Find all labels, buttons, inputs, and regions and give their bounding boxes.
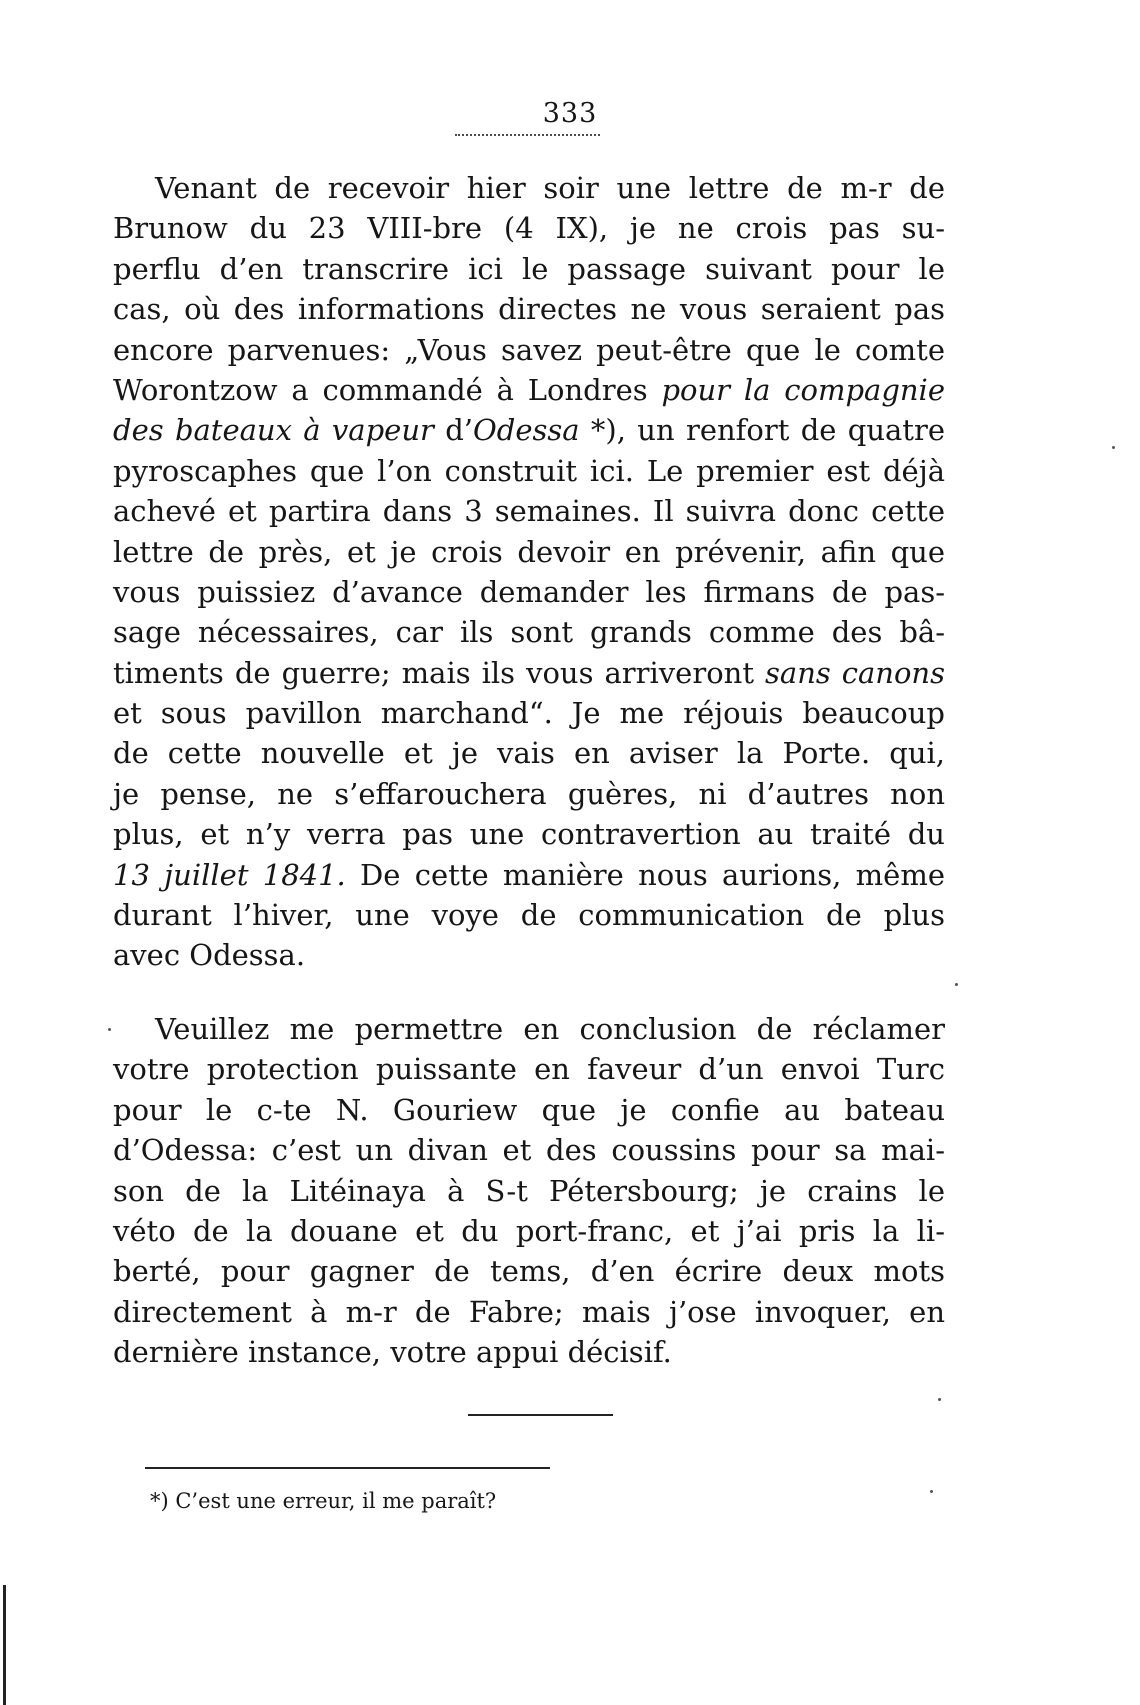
page-number: 333 (542, 98, 598, 129)
text-line: lettre de près, et je crois devoir en prévenir, afin que (113, 534, 945, 569)
text-line (113, 855, 945, 895)
scan-speck (938, 1398, 941, 1401)
italic-run: 13 juillet 1841. (113, 857, 346, 892)
page-number-ornament (455, 134, 600, 136)
text-run: timents de guerre; mais ils vous arriveront (113, 655, 766, 690)
text-line: votre protection puissante en faveur d’un envoi Turc (113, 1052, 945, 1087)
text-line (113, 653, 945, 693)
text-line (113, 370, 945, 410)
text-line: véto de la douane et du port-franc, et j’ai pris la li- (113, 1213, 945, 1248)
text-line: je pense, ne s’effarouchera guères, ni d’autres non (113, 776, 945, 811)
text-line: perflu d’en transcrire ici le passage suivant pour le (113, 251, 945, 286)
text-line: dernière instance, votre appui décisif. (113, 1335, 672, 1370)
text-line: pyroscaphes que l’on construit ici. Le premier est déjà (113, 453, 945, 488)
paragraph-1 (113, 168, 945, 976)
text-run: De cette manière nous aurions, même (345, 857, 945, 892)
scan-edge-mark (3, 1585, 6, 1705)
text-line: d’Odessa: c’est un divan et des coussins pour sa mai- (113, 1133, 945, 1168)
closing-rule (468, 1414, 613, 1416)
text-line: encore parvenues: „Vous savez peut-être que le comte (113, 332, 945, 367)
scan-speck (955, 983, 958, 986)
text-line: vous puissiez d’avance demander les firmans de pas- (113, 574, 945, 609)
text-line: cas, où des informations directes ne vous seraient pas (113, 292, 945, 327)
text-line: achevé et partira dans 3 semaines. Il suivra donc cette (113, 494, 945, 529)
italic-run: pour la compagnie (661, 372, 945, 407)
text-line: durant l’hiver, une voye de communication de plus (113, 898, 945, 933)
text-line: Venant de recevoir hier soir une lettre de m-r de (155, 171, 945, 205)
italic-run: des bateaux à vapeur (113, 413, 434, 448)
text-line: Brunow du 23 VIII-bre (4 IX), je ne crois pas su- (113, 211, 945, 246)
text-line: de cette nouvelle et je vais en aviser la Porte. qui, (113, 736, 945, 771)
text-line: directement à m-r de Fabre; mais j’ose invoquer, en (113, 1294, 945, 1329)
text-line: pour le c-te N. Gouriew que je confie au bateau (113, 1092, 945, 1127)
text-line: plus, et n’y verra pas une contravertion au traité du (113, 817, 945, 852)
text-line (113, 410, 945, 450)
text-line: berté, pour gagner de tems, d’en écrire deux mots (113, 1254, 945, 1289)
text-line: Veuillez me permettre en conclusion de réclamer (155, 1012, 945, 1046)
text-run: Worontzow a commandé à Londres (113, 372, 662, 407)
text-run: *), un renfort de quatre (579, 413, 945, 448)
italic-run: sans canons (765, 655, 945, 690)
scan-speck (930, 1490, 933, 1493)
scan-speck (108, 1028, 111, 1031)
text-line: et sous pavillon marchand“. Je me réjouis beaucoup (113, 696, 945, 731)
footnote-rule (145, 1467, 550, 1469)
paragraph-2 (113, 1009, 945, 1373)
text-line: son de la Litéinaya à S-t Pétersbourg; je crains le (113, 1173, 945, 1208)
text-line: avec Odessa. (113, 938, 306, 973)
footnote: *) C’est une erreur, il me paraît? (150, 1489, 497, 1513)
text-line: sage nécessaires, car ils sont grands comme des bâ- (113, 615, 945, 650)
text-run: d’ (433, 413, 473, 448)
italic-run: Odessa (472, 413, 580, 448)
scan-speck (1112, 446, 1115, 449)
